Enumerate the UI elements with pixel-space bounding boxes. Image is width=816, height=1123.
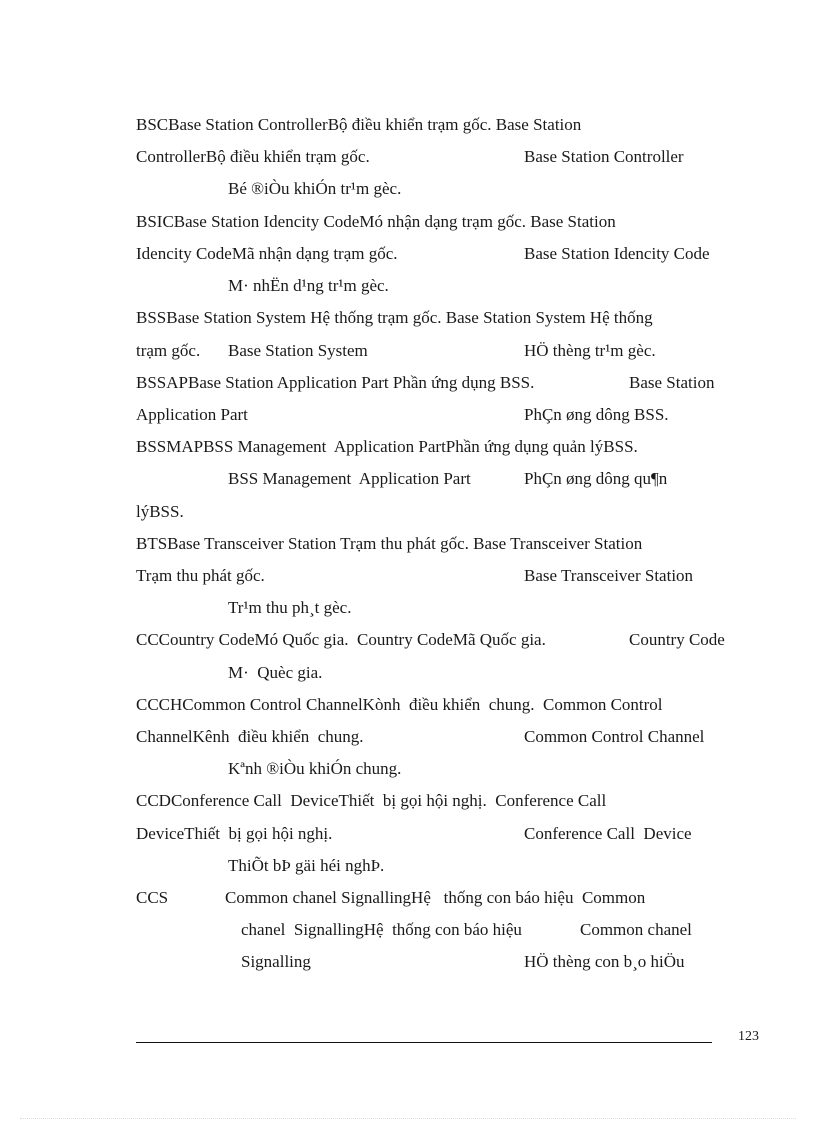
entry-bssmap-legacy-b: lýBSS. [136,502,184,521]
entry-bsc-line-2: ControllerBộ điều khiển trạm gốc. [136,147,370,166]
entry-ccd-term: Conference Call Device [524,824,692,843]
entry-ccch-line-1: CCCHCommon Control ChannelKònh điều khiển chung. Common Control [136,695,663,714]
entry-ccs-abbr: CCS [136,888,169,907]
entry-ccs-term-b: Signalling [241,952,311,971]
entry-bsic-line-1: BSICBase Station Idencity CodeMó nhận dạng trạm gốc. Base Station [136,212,616,231]
entry-ccs-term-a: Common chanel [580,920,692,939]
entry-bts-line-2: Trạm thu phát gốc. [136,566,265,585]
entry-bts-line-1: BTSBase Transceiver Station Trạm thu phát gốc. Base Transceiver Station [136,534,643,553]
entry-bssmap-line-1: BSSMAPBSS Management Application PartPhần ứng dụng quản lýBSS. [136,437,638,456]
entry-bsc-line-1: BSCBase Station ControllerBộ điều khiển trạm gốc. Base Station [136,115,582,134]
footer-rule [136,1042,712,1043]
entry-bsic-line-2: Idencity CodeMã nhận dạng trạm gốc. [136,244,398,263]
entry-bssmap-legacy-a: PhÇn øng dông qu¶n [524,469,668,488]
entry-bsc-term: Base Station Controller [524,147,684,166]
entry-bssap-legacy: PhÇn øng dông BSS. [524,405,669,424]
entry-cc-legacy: M· Quèc gia. [228,663,323,682]
entry-ccd-line-1: CCDConference Call DeviceThiết bị gọi hội nghị. Conference Call [136,791,607,810]
entry-ccs-line-2: chanel SignallingHệ thống con báo hiệu [241,920,522,939]
entry-ccs-legacy: HÖ thèng con b¸o hiÖu [524,952,685,971]
entry-bsc-legacy: Bé ®iÒu khiÓn tr¹m gèc. [228,179,402,198]
entry-bssap-term-a: Base Station [629,373,715,392]
entry-bss-term: Base Station System [228,341,368,360]
entry-bssap-line-1: BSSAPBase Station Application Part Phần ứng dụng BSS. [136,373,535,392]
entry-ccs-line-1: Common chanel SignallingHệ thống con báo hiệu Common [225,888,646,907]
entry-bssmap-term: BSS Management Application Part [228,469,471,488]
entry-bss-legacy: HÖ thèng tr¹m gèc. [524,341,656,360]
entry-ccd-line-2: DeviceThiết bị gọi hội nghị. [136,824,333,843]
entry-bsic-term: Base Station Idencity Code [524,244,710,263]
entry-bts-term: Base Transceiver Station [524,566,694,585]
entry-bss-line-2: trạm gốc. [136,341,201,360]
entry-bts-legacy: Tr¹m thu ph¸t gèc. [228,598,352,617]
entry-ccch-term: Common Control Channel [524,727,705,746]
entry-cc-line-1: CCCountry CodeMó Quốc gia. Country CodeMã Quốc gia. [136,630,546,649]
page-number: 123 [738,1029,759,1044]
page-edge-dots [20,1118,796,1119]
entry-ccd-legacy: ThiÕt bÞ gäi héi nghÞ. [228,856,385,875]
entry-ccch-line-2: ChannelKênh điều khiển chung. [136,727,364,746]
entry-bss-line-1: BSSBase Station System Hệ thống trạm gốc. Base Station System Hệ thống [136,308,653,327]
entry-cc-term: Country Code [629,630,725,649]
entry-ccch-legacy: Kªnh ®iÒu khiÓn chung. [228,759,402,778]
entry-bsic-legacy: M· nhËn d¹ng tr¹m gèc. [228,276,389,295]
entry-bssap-term-b: Application Part [136,405,248,424]
